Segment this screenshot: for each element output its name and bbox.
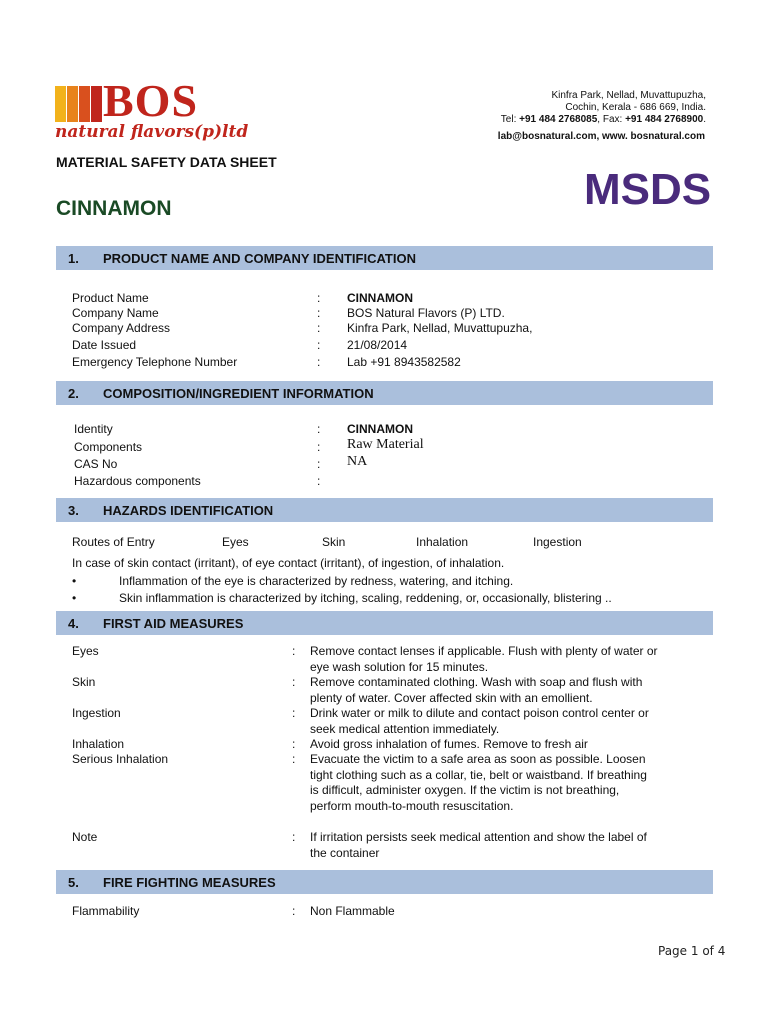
logo-brand: BOS: [103, 75, 199, 126]
field-value: BOS Natural Flavors (P) LTD.: [347, 306, 505, 320]
address-contact: lab@bosnatural.com, www. bosnatural.com: [497, 131, 705, 142]
field-value: Kinfra Park, Nellad, Muvattupuzha,: [347, 321, 533, 335]
field-label: Company Address: [72, 321, 171, 335]
doc-title: MATERIAL SAFETY DATA SHEET: [56, 154, 277, 170]
section-title: HAZARDS IDENTIFICATION: [103, 503, 274, 518]
colon: :: [317, 321, 321, 335]
field-value-line: If irritation persists seek medical attention and show the label of: [310, 830, 647, 844]
field-label: Skin: [72, 675, 96, 689]
section-number: 4.: [68, 616, 79, 631]
field-label: Ingestion: [72, 706, 121, 720]
flammability-value: Non Flammable: [310, 904, 395, 918]
field-value: 21/08/2014: [347, 338, 408, 352]
colon: :: [317, 422, 321, 436]
colon: :: [317, 474, 321, 488]
field-value-line: eye wash solution for 15 minutes.: [310, 659, 489, 674]
colon: :: [317, 306, 321, 320]
bullet-marker: •: [72, 574, 77, 588]
routes-label: Routes of Entry: [72, 535, 155, 549]
logo-bar: [55, 86, 66, 122]
colon: :: [317, 291, 321, 305]
bullet-marker: •: [72, 591, 77, 605]
field-value: CINNAMON: [347, 422, 413, 436]
colon: :: [292, 830, 296, 844]
field-label: CAS No: [74, 457, 118, 471]
field-value-line: Drink water or milk to dilute and contact poison control center or: [310, 706, 649, 720]
msds-logo-text: MSDS: [584, 165, 712, 214]
flammability-label: Flammability: [72, 904, 140, 918]
logo-bar: [79, 86, 90, 122]
field-label: Identity: [74, 422, 113, 436]
colon: :: [292, 904, 296, 918]
field-value-line: seek medical attention immediately.: [310, 721, 500, 736]
field-value: NA: [347, 454, 368, 469]
field-value-line: perform mouth-to-mouth resuscitation.: [310, 798, 514, 813]
hazard-bullet-2: Skin inflammation is characterized by itching, scaling, reddening, or, occasionally, blistering ..: [119, 591, 612, 605]
field-value-line: plenty of water. Cover affected skin with an emollient.: [310, 690, 593, 705]
colon: :: [317, 440, 321, 454]
section-number: 1.: [68, 251, 79, 266]
field-label: Serious Inhalation: [72, 752, 169, 766]
colon: :: [292, 737, 296, 751]
field-label: Date Issued: [72, 338, 137, 352]
field-label: Hazardous components: [74, 474, 201, 488]
field-value-line: Remove contact lenses if applicable. Flush with plenty of water or: [310, 644, 658, 658]
field-value-line: is difficult, administer oxygen. If the victim is not breathing,: [310, 783, 620, 797]
hazard-bullet-1: Inflammation of the eye is characterized by redness, watering, and itching.: [119, 574, 514, 588]
colon: :: [317, 338, 321, 352]
colon: :: [317, 355, 321, 369]
section-bar-4: [56, 611, 713, 635]
logo-bar: [91, 86, 102, 122]
section-title: FIRE FIGHTING MEASURES: [103, 875, 276, 890]
section-bar-1: [56, 246, 713, 270]
hazard-intro: In case of skin contact (irritant), of eye contact (irritant), of ingestion, of inhalation.: [72, 556, 505, 570]
field-label: Note: [72, 830, 98, 844]
colon: :: [292, 644, 296, 658]
field-value-line: Evacuate the victim to a safe area as soon as possible. Loosen: [310, 752, 646, 766]
field-value: Raw Material: [347, 437, 424, 452]
section-bar-2: [56, 381, 713, 405]
address-line2: Cochin, Kerala - 686 669, India.: [565, 102, 706, 113]
tel-number: +91 484 2768085: [519, 114, 598, 125]
section-bar-5: [56, 870, 713, 894]
field-label: Company Name: [72, 306, 159, 320]
colon: :: [292, 752, 296, 766]
logo-bar: [67, 86, 78, 122]
section-title: FIRST AID MEASURES: [103, 616, 244, 631]
page-number: Page 1 of 4: [658, 944, 726, 958]
address-line1: Kinfra Park, Nellad, Muvattupuzha,: [551, 90, 706, 101]
section-title: PRODUCT NAME AND COMPANY IDENTIFICATION: [103, 251, 416, 266]
product-title: CINNAMON: [56, 197, 172, 220]
field-value-line: the container: [310, 845, 380, 860]
route-inhalation: Inhalation: [416, 535, 469, 549]
address-tel-fax: [501, 114, 706, 127]
field-label: Components: [74, 440, 143, 454]
field-value-line: Remove contaminated clothing. Wash with soap and flush with: [310, 675, 643, 689]
field-label: Eyes: [72, 644, 99, 658]
section-bar-3: [56, 498, 713, 522]
fax-label: , Fax:: [597, 114, 626, 125]
route-eyes: Eyes: [222, 535, 249, 549]
field-value-line: tight clothing such as a collar, tie, belt or waistband. If breathing: [310, 767, 647, 782]
field-label: Product Name: [72, 291, 149, 305]
section-title: COMPOSITION/INGREDIENT INFORMATION: [103, 386, 374, 401]
field-value: CINNAMON: [347, 291, 413, 305]
fax-number: +91 484 2768900: [625, 114, 704, 125]
logo-bars: [55, 86, 101, 122]
tel-end: .: [703, 114, 706, 125]
field-value-line: Avoid gross inhalation of fumes. Remove to fresh air: [310, 737, 588, 751]
colon: :: [292, 706, 296, 720]
colon: :: [317, 457, 321, 471]
field-label: Inhalation: [72, 737, 125, 751]
field-label: Emergency Telephone Number: [72, 355, 238, 369]
route-ingestion: Ingestion: [533, 535, 582, 549]
section-number: 5.: [68, 875, 79, 890]
route-skin: Skin: [322, 535, 346, 549]
section-number: 3.: [68, 503, 79, 518]
tel-label: Tel:: [500, 114, 520, 125]
logo-tagline: natural flavors(p)ltd: [55, 122, 249, 142]
colon: :: [292, 675, 296, 689]
field-value: Lab +91 8943582582: [347, 355, 461, 369]
section-number: 2.: [68, 386, 79, 401]
